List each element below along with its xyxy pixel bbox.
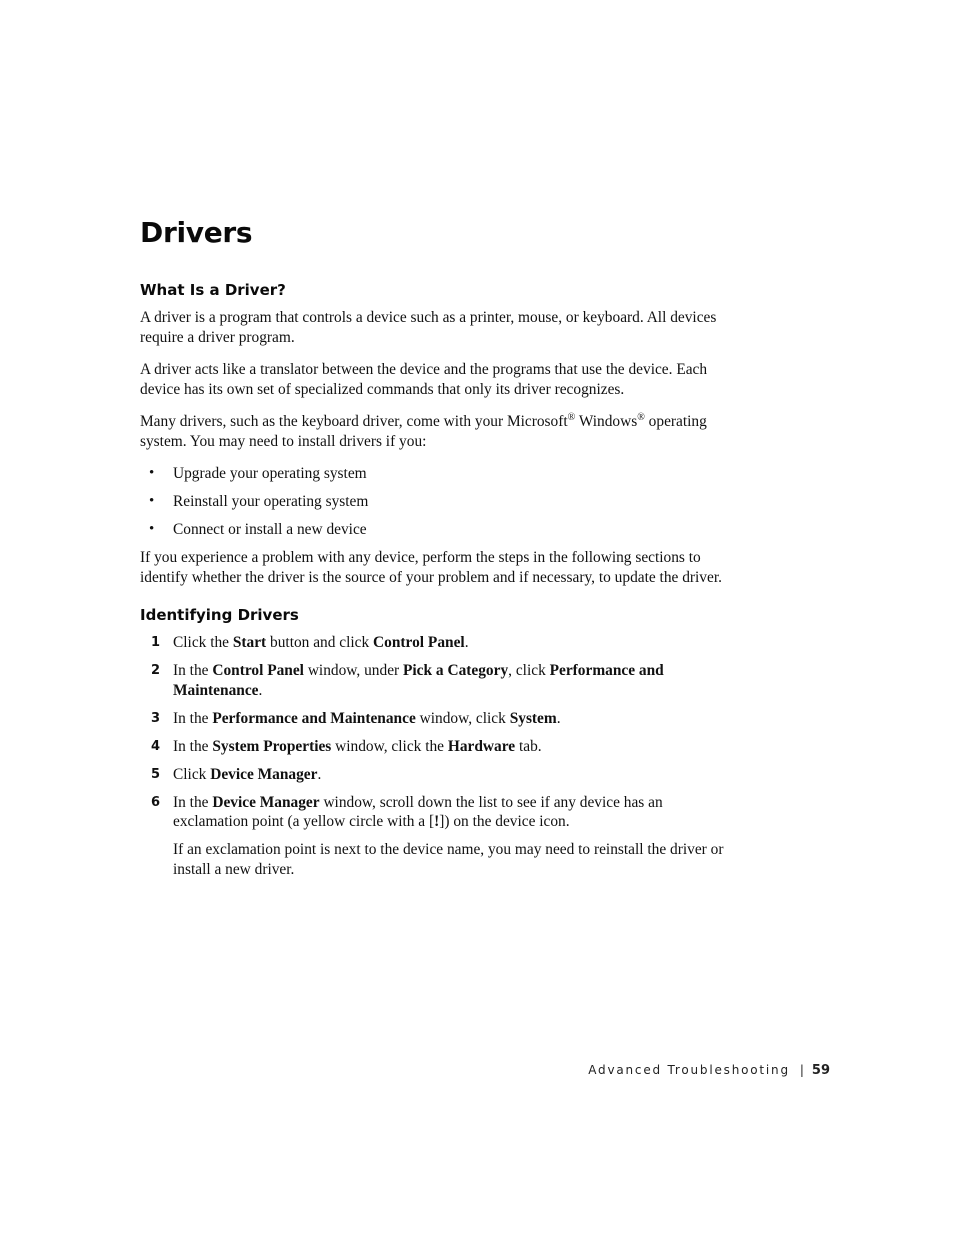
page-footer	[588, 1061, 830, 1080]
ui-term: System Properties	[212, 737, 332, 755]
text-segment: Click	[173, 765, 211, 783]
step-number: 1	[151, 635, 161, 650]
ui-term: Performance and Maintenance	[212, 709, 416, 727]
ui-term: Pick a Category	[403, 662, 509, 679]
bullet-icon: •	[149, 521, 155, 537]
step-item	[140, 661, 732, 700]
list-item-text: Connect or install a new device	[173, 521, 367, 538]
text-segment: In the	[173, 793, 213, 811]
paragraph-drivers-included	[140, 412, 732, 451]
text-segment: Click the	[173, 634, 233, 651]
text-segment: window, click	[415, 709, 510, 727]
ui-term: Performance and Maintenance	[173, 662, 664, 699]
list-item	[140, 520, 732, 540]
page-content	[140, 212, 732, 892]
text-segment: .	[258, 681, 263, 699]
text-segment: button and click	[266, 634, 374, 651]
text-segment: window, click the	[331, 737, 448, 755]
footer-chapter: Advanced Troubleshooting	[588, 1063, 790, 1077]
footer-separator: |	[799, 1063, 804, 1077]
text-segment: window, under	[303, 662, 403, 679]
text-segment: .	[556, 709, 561, 727]
ui-term: Device Manager	[210, 765, 318, 783]
bullet-icon: •	[149, 493, 155, 509]
step-number: 6	[151, 794, 161, 810]
list-item	[140, 492, 732, 512]
bullet-icon: •	[149, 465, 155, 481]
ui-term: !	[434, 813, 440, 830]
section-heading-identifying-drivers: Identifying Drivers	[140, 606, 299, 624]
ui-term: System	[509, 709, 557, 727]
list-item-text: Upgrade your operating system	[173, 465, 367, 482]
step-note: If an exclamation point is next to the device name, you may need to reinstall the driver or install a new driver.	[173, 841, 724, 878]
list-item-text: Reinstall your operating system	[173, 493, 369, 510]
list-item	[140, 464, 732, 484]
paragraph-translator: A driver acts like a translator between the device and the programs that use the device. Each device has its own set of specialized commands that only its driver recognizes.	[140, 361, 708, 398]
text-segment: tab.	[515, 737, 542, 755]
ui-term: Hardware	[447, 737, 516, 755]
step-item	[140, 765, 732, 785]
text-segment: .	[464, 634, 469, 651]
registered-mark: ®	[637, 411, 645, 423]
text-segment: In the	[173, 662, 213, 679]
page-number: 59	[811, 1063, 830, 1078]
text-segment: Windows	[575, 413, 638, 430]
text-segment: In the	[173, 709, 213, 727]
registered-mark: ®	[567, 411, 576, 423]
ui-term: Control Panel	[212, 662, 304, 679]
paragraph-definition: A driver is a program that controls a device such as a printer, mouse, or keyboard. All devices require a driver program.	[140, 309, 717, 346]
page-title: Drivers	[140, 216, 253, 249]
ui-term: Start	[232, 634, 267, 651]
text-segment: .	[317, 765, 322, 783]
step-number: 2	[151, 663, 161, 678]
step-number: 5	[151, 766, 161, 782]
text-segment: , click	[508, 662, 550, 679]
step-item	[140, 737, 732, 757]
step-number: 4	[151, 738, 161, 754]
text-segment: In the	[173, 737, 213, 755]
text-segment: window, scroll down the list to see if any device has an exclamation point (a yellow circle with a [	[173, 793, 663, 830]
steps-list	[140, 633, 732, 832]
bullet-list	[140, 464, 732, 540]
step-item	[140, 709, 732, 729]
step-item	[140, 793, 732, 832]
ui-term: Control Panel	[373, 634, 465, 651]
section-heading-what-is-driver: What Is a Driver?	[140, 281, 286, 299]
paragraph-troubleshoot: If you experience a problem with any device, perform the steps in the following sections to identify whether the driver is the source of your problem and if necessary, to update the driver.	[140, 549, 722, 586]
text-segment: operating system. You may need to install drivers if you:	[140, 413, 707, 450]
step-item	[140, 633, 732, 653]
ui-term: Device Manager	[212, 793, 320, 811]
text-segment: ]) on the device icon.	[439, 813, 570, 830]
step-number: 3	[151, 710, 161, 726]
text-segment: Many drivers, such as the keyboard driver, come with your Microsoft	[140, 413, 568, 430]
